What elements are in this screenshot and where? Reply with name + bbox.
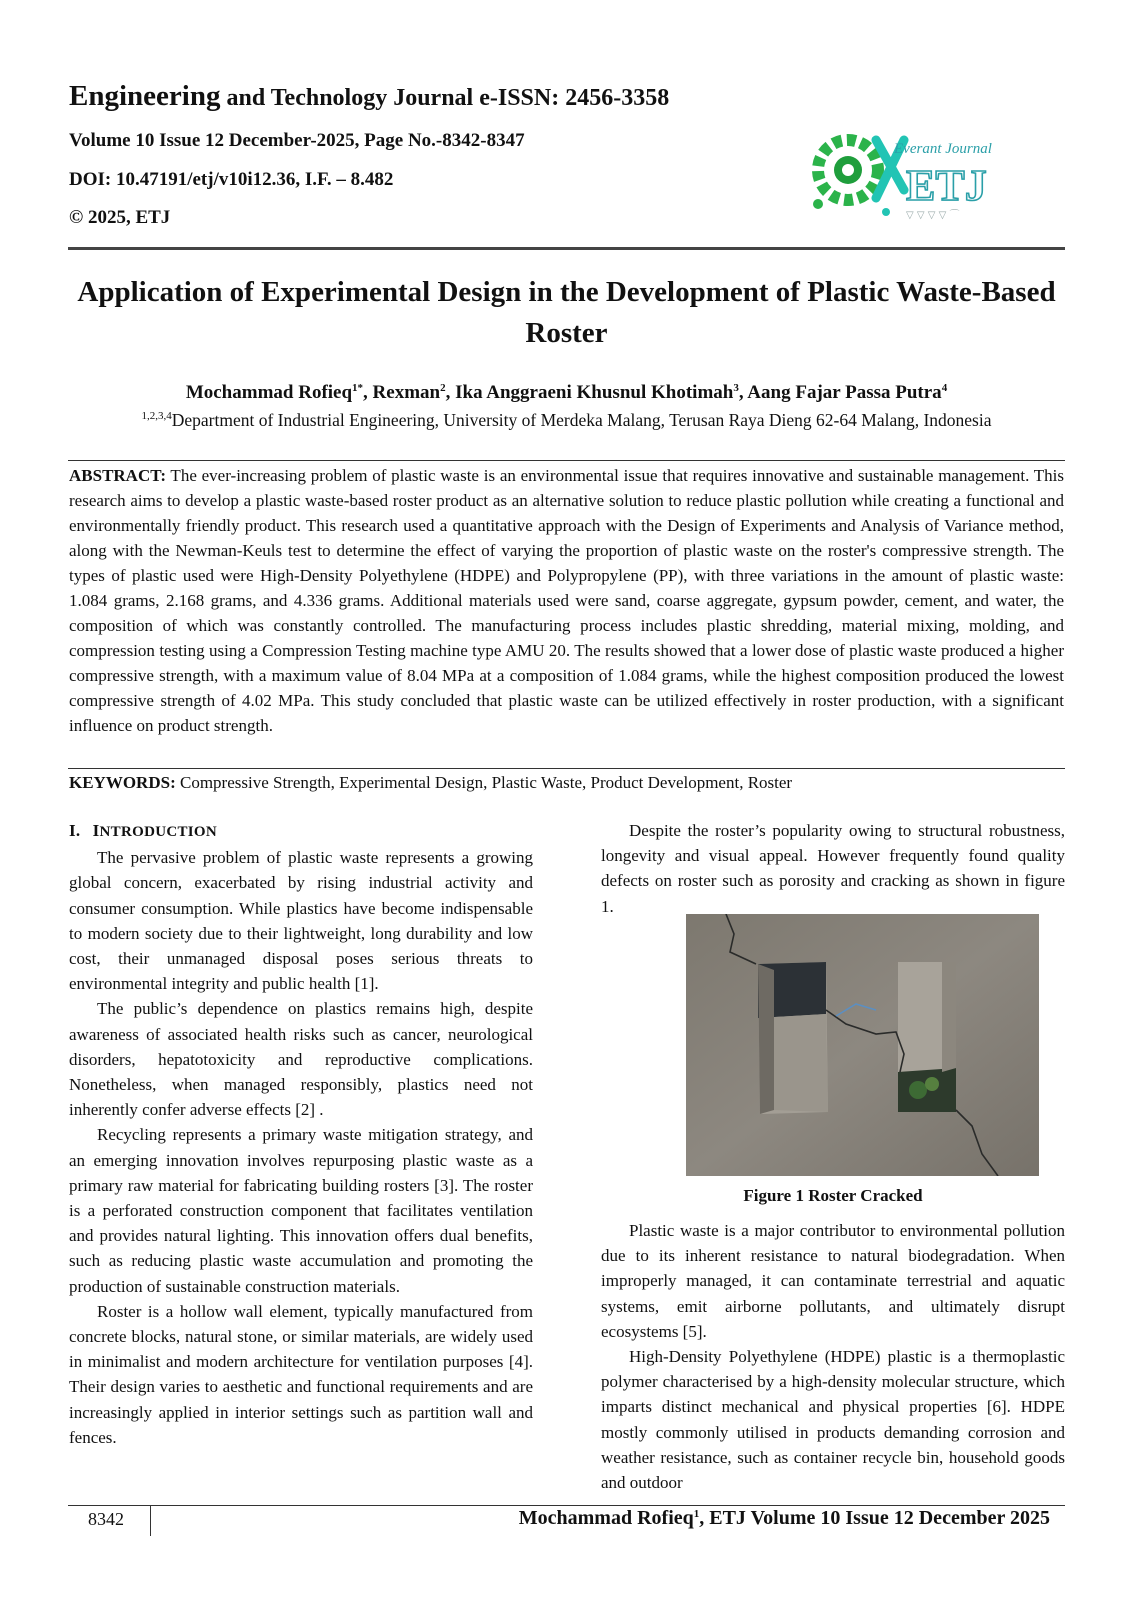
author-2: , Rexman (363, 382, 441, 403)
right-paragraph-2: Plastic waste is a major contributor to environmental pollution due to its inherent resistance to natural biodegradation. When improperly managed, it can contaminate terrestrial and aquatic systems, emit airborne pollutants, and ultimately disrupt ecosystems [5]. (601, 1221, 1065, 1341)
keywords (69, 770, 1064, 795)
author-list (68, 382, 1065, 404)
intro-paragraph-2: The public’s dependence on plastics remains high, despite awareness of associated health risks such as cancer, neurological disorders, hepatotoxicity and reproductive complications. Nonetheless, when managed responsibly, plastics need not inherently confer adverse effects [2] . (69, 999, 533, 1120)
author-1-sup: 1* (352, 382, 364, 394)
intro-paragraph-1: The pervasive problem of plastic waste represents a growing global concern, exacerbated by rising industrial activity and consumer consumption. While plastics have become indispensable to modern society due to their lightweight, long durability and low cost, their unmanaged disposal poses serious threats to environmental integrity and public health [1]. (69, 848, 533, 994)
author-3: , Ika Anggraeni Khusnul Khotimah (445, 382, 734, 403)
logo-text-main: ETJ (906, 161, 987, 210)
journal-title (69, 80, 669, 113)
footer-rule (68, 1505, 1065, 1506)
logo-glyphs: ▽ ▽ ▽ ▽ ⌒ (906, 210, 960, 221)
keywords-text: Compressive Strength, Experimental Design, Plastic Waste, Product Development, Roster (175, 773, 793, 792)
abstract-text: The ever-increasing problem of plastic waste is an environmental issue that requires innovative and sustainable management. This research aims to develop a plastic waste-based roster product as an alternative solution to reduce plastic pollution while creating a functional and environmentally friendly product. This research used a quantitative approach with the Design of Experiments and Analysis of Variance method, along with the Newman-Keuls test to determine the effect of varying the proportion of plastic waste on the roster's compressive strength. The types of plastic used were High-Density Polyethylene (HDPE) and Polypropylene (PP), with three variations in the amount of plastic waste: 1.084 grams, 2.168 grams, and 4.336 grams. Additional materials used were sand, coarse aggregate, gypsum powder, cement, and water, the composition of which was constantly controlled. The manufacturing process includes plastic shredding, material mixing, molding, and compression testing using a Compression Testing machine type AMU 20. The results showed that a lower dose of plastic waste produced a higher compressive strength, with a maximum value of 8.04 MPa at a composition of 1.084 grams, while the highest composition produced the lowest compressive strength of 4.02 MPa. This study concluded that plastic waste can be utilized effectively in roster production, with a significant influence on product strength. (69, 466, 1064, 735)
author-4-sup: 4 (941, 382, 948, 394)
section-head-first: I (92, 821, 100, 840)
intro-paragraph-4: Roster is a hollow wall element, typically manufactured from concrete blocks, natural stone, or similar materials, are widely used in minimalist and modern architecture for ventilation purposes [4]. Their design varies to aesthetic and functional requirements and are increasingly applied in interior settings such as partition wall and fences. (69, 1301, 533, 1447)
right-paragraph-1: Despite the roster’s popularity owing to structural robustness, longevity and visual appeal. However frequently found quality defects on roster such as porosity and cracking as shown in figure 1. (601, 821, 1065, 916)
right-column-lower (601, 1218, 1065, 1495)
abstract-rule-bottom (68, 768, 1065, 769)
affiliation (68, 410, 1065, 431)
keywords-label: KEYWORDS: (69, 773, 176, 792)
journal-title-main: Engineering (69, 80, 221, 112)
author-2-sup: 2 (440, 382, 446, 394)
affiliation-text: Department of Industrial Engineering, University of Merdeka Malang, Terusan Raya Dieng 62-64 Malang, Indonesia (171, 410, 992, 430)
right-column (601, 818, 1065, 919)
abstract-rule-top (68, 460, 1065, 461)
logo-text-top: Everant Journal (894, 141, 992, 157)
copyright-line: © 2025, ETJ (69, 207, 171, 228)
section-heading-introduction (69, 818, 533, 845)
footer-author-sup: 1 (693, 1508, 700, 1520)
abstract (69, 463, 1064, 738)
etj-logo (806, 120, 1016, 225)
section-head-rest: NTRODUCTION (99, 824, 218, 840)
figure-roster-cracked-image (686, 914, 1039, 1176)
volume-line: Volume 10 Issue 12 December-2025, Page No.-8342-8347 (69, 130, 525, 151)
paper-title: Application of Experimental Design in the Development of Plastic Waste-Based Roster (77, 276, 1056, 349)
footer-divider (150, 1505, 151, 1536)
page-number: 8342 (88, 1509, 124, 1529)
author-1: Mochammad Rofieq (185, 382, 353, 403)
footer-author: Mochammad Rofieq (518, 1507, 694, 1529)
section-number: I. (69, 821, 81, 840)
running-footer (440, 1507, 1050, 1530)
header-rule (68, 247, 1065, 250)
left-column (69, 818, 533, 1450)
right-paragraph-3: High-Density Polyethylene (HDPE) plastic is a thermoplastic polymer characterised by a high-density molecular structure, which imparts distinct mechanical and physical properties [6]. HDPE mostly commonly utilised in products demanding corrosion and weather resistance, such as container recycle bin, household goods and outdoor (601, 1347, 1065, 1493)
author-3-sup: 3 (733, 382, 739, 394)
abstract-label: ABSTRACT: (69, 466, 166, 485)
author-4: , Aang Fajar Passa Putra (738, 382, 942, 403)
intro-paragraph-3: Recycling represents a primary waste mitigation strategy, and an emerging innovation involves repurposing plastic waste as a primary raw material for fabricating building rosters [3]. The roster is a perforated construction component that facilitates ventilation and provides natural lighting. This innovation offers dual benefits, such as reducing plastic waste accumulation and promoting the production of sustainable construction materials. (69, 1125, 533, 1296)
figure-caption: Figure 1 Roster Cracked (743, 1186, 923, 1205)
footer-rest: , ETJ Volume 10 Issue 12 December 2025 (699, 1507, 1050, 1529)
logo-gear-icon (813, 140, 904, 216)
affiliation-sup: 1,2,3,4 (141, 410, 172, 422)
journal-title-rest: and Technology Journal e-ISSN: 2456-3358 (220, 85, 670, 111)
doi-line: DOI: 10.47191/etj/v10i12.36, I.F. – 8.482 (69, 169, 394, 190)
